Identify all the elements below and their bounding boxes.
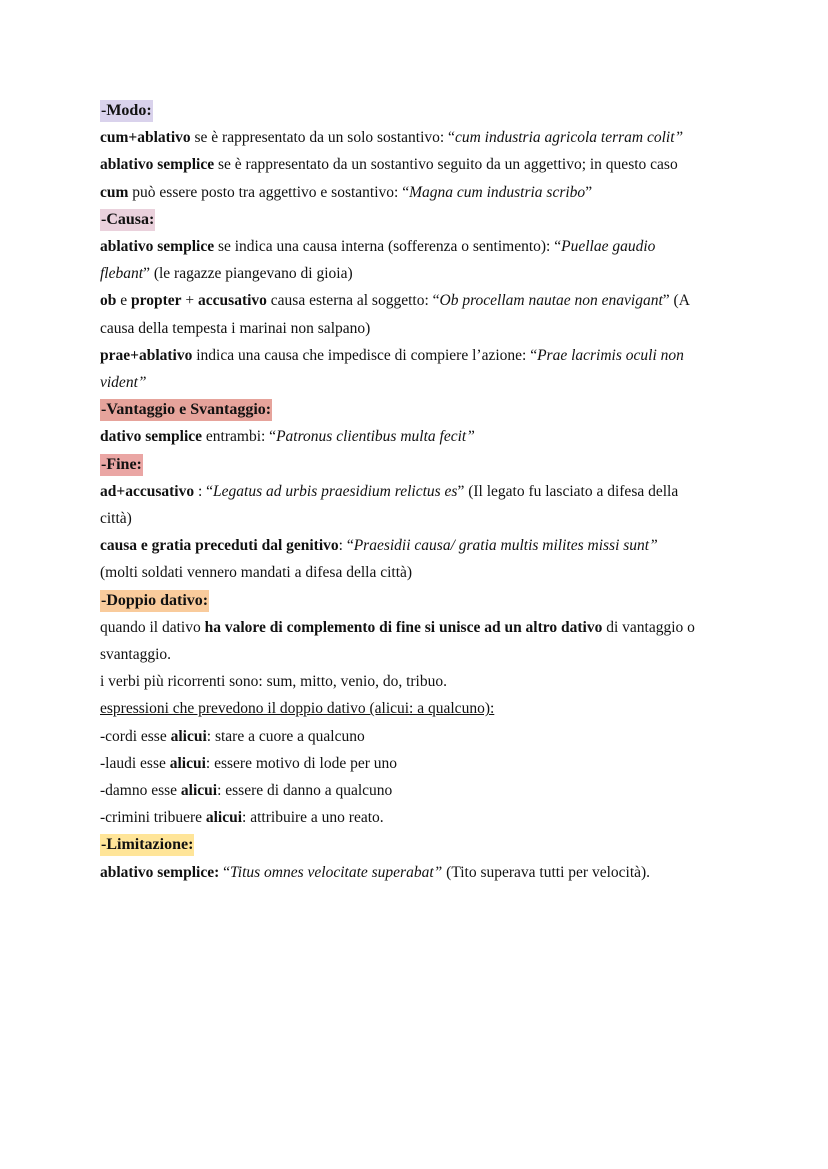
text: (Tito superava tutti per velocità). [442,863,651,881]
causa-line-2 [100,260,780,287]
causa-line-3 [100,287,780,314]
section-doppio-dativo [100,587,780,614]
text: ” (A [662,292,690,310]
text: “ [219,863,231,881]
doppio-line-4 [100,695,780,722]
text: causa esterna al soggetto: “ [266,292,440,310]
text: + [181,292,199,310]
text: quando il dativo [100,618,205,636]
section-modo [100,97,780,124]
text: se è rappresentato da un sostantivo seguito da un aggettivo; in questo caso [214,156,678,174]
term: alicui [170,727,207,745]
term: ablativo semplice [100,238,215,256]
term: alicui [205,809,243,827]
text: ” (Il legato fu lasciato a difesa della [457,482,679,500]
example: Praesidii causa/ gratia multis milites missi sunt” [353,537,658,555]
term: ad+accusativo [100,482,195,500]
modo-line-1 [100,124,780,151]
text: : essere di danno a qualcuno [217,782,393,800]
text: -crimini tribuere [100,809,206,827]
term: accusativo [198,292,267,310]
text: i verbi più ricorrenti sono: sum, mitto, venio, do, tribuo. [100,673,447,691]
section-fine [100,451,780,478]
heading-causa: -Causa: [100,209,155,231]
text: svantaggio. [100,646,172,664]
section-limitazione [100,831,780,858]
text: causa della tempesta i marinai non salpano) [100,319,371,337]
text: (molti soldati vennero mandati a difesa della città) [100,564,413,582]
section-vantaggio [100,396,780,423]
text: di vantaggio o [602,618,695,636]
fine-line-4 [100,559,780,586]
causa-line-4 [100,315,780,342]
example: Prae lacrimis oculi non [537,346,684,364]
heading-vantaggio: -Vantaggio e Svantaggio: [100,399,272,421]
text: indica una causa che impedisce di compiere l’azione: “ [192,346,538,364]
text: -cordi esse [100,727,171,745]
example: Puellae gaudio [561,238,656,256]
text: può essere posto tra aggettivo e sostantivo: “ [128,183,410,201]
term: causa e gratia preceduti dal genitivo [100,537,339,555]
vantaggio-line-1 [100,423,780,450]
text: : “ [194,482,214,500]
doppio-line-1 [100,614,780,641]
underlined-text: espressioni che prevedono il doppio dativo (alicui: a qualcuno): [100,700,495,718]
text: città) [100,510,132,528]
doppio-item [100,723,780,750]
doppio-item [100,777,780,804]
text: se è rappresentato da un solo sostantivo: “ [190,129,455,147]
heading-doppio-dativo: -Doppio dativo: [100,590,209,612]
text: -laudi esse [100,754,170,772]
fine-line-2 [100,505,780,532]
causa-line-5 [100,342,780,369]
text: ” (le ragazze piangevano di gioia) [143,265,353,283]
example: flebant [100,265,144,283]
term: alicui [180,782,218,800]
example: Magna cum industria scribo [409,183,586,201]
text: : attribuire a uno reato. [242,809,384,827]
example: vident” [100,374,147,392]
section-causa [100,206,780,233]
heading-limitazione: -Limitazione: [100,834,194,856]
limitazione-line-1 [100,859,780,886]
term: propter [131,292,182,310]
doppio-line-3 [100,668,780,695]
term: alicui [169,754,206,772]
term: cum+ablativo [100,129,191,147]
example: Ob procellam nautae non enavigant [439,292,663,310]
term: ob [100,292,117,310]
term: ablativo semplice [100,156,215,174]
example: Patronus clientibus multa fecit” [276,428,475,446]
term: ha valore di complemento di fine si unisce ad un altro dativo [204,618,603,636]
causa-line-1 [100,233,780,260]
heading-fine: -Fine: [100,454,143,476]
fine-line-3 [100,532,780,559]
example: Legatus ad urbis praesidium relictus es [213,482,458,500]
text: : “ [338,537,354,555]
text: -damno esse [100,782,181,800]
term: cum [100,183,129,201]
text: se indica una causa interna (sofferenza o sentimento): “ [214,238,562,256]
example: cum industria agricola terram colit” [454,129,684,147]
example: Titus omnes velocitate superabat” [230,863,443,881]
term: prae+ablativo [100,346,193,364]
text: : essere motivo di lode per uno [205,754,398,772]
doppio-item [100,804,780,831]
doppio-item [100,750,780,777]
modo-line-2 [100,151,780,178]
fine-line-1 [100,478,780,505]
term: ablativo semplice: [100,863,220,881]
term: dativo semplice [100,428,203,446]
text: e [116,292,132,310]
doppio-line-2 [100,641,780,668]
document-page [100,97,780,886]
causa-line-6 [100,369,780,396]
text: entrambi: “ [202,428,277,446]
modo-line-3 [100,179,780,206]
heading-modo: -Modo: [100,100,153,122]
text: ” [585,183,593,201]
text: : stare a cuore a qualcuno [206,727,365,745]
